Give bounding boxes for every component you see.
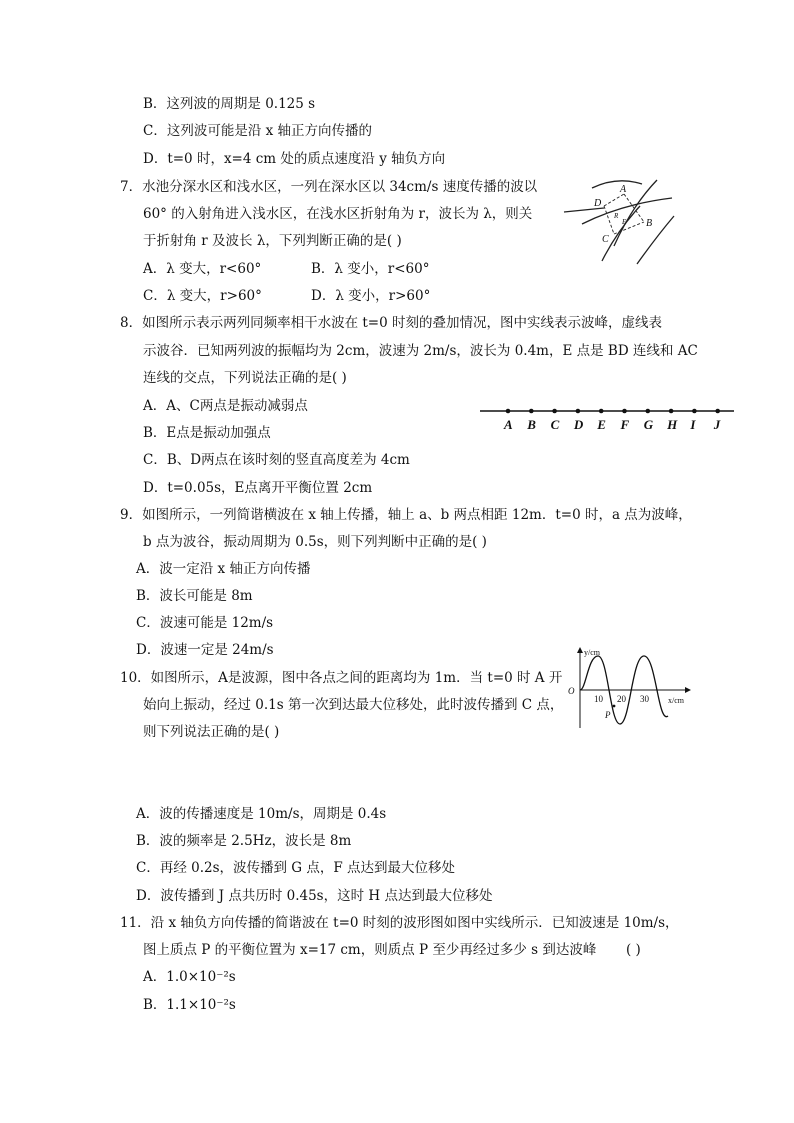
q11-option-b: B．1.1×10⁻²s [143,997,236,1013]
point-p-label: P [605,710,611,720]
q11-option-a: A．1.0×10⁻²s [143,969,236,985]
q7-stem-line3: 于折射角 r 及波长 λ，下列判断正确的是( ) [143,233,402,249]
q10-stem-line2: 始向上振动，经过 0.1s 第一次到达最大位移处，此时波传播到 C 点， [143,697,564,713]
dashed-ray-dc [604,206,614,234]
origin-label: O [568,686,575,696]
q10-option-a: A．波的传播速度是 10m/s，周期是 0.4s [136,806,387,822]
point-label: D [573,417,584,432]
point-dot [552,409,557,414]
q8-option-a: A．A、C两点是振动减弱点 [143,398,308,414]
point-p-dot [613,705,616,708]
point-label: F [620,417,630,432]
q10-stem-line3: 则下列说法正确的是( ) [143,724,280,740]
q7-option-a: A．λ 变大，r<60° [143,261,262,277]
point-label: E [597,417,606,432]
point-dot [646,409,651,414]
wave-graph-figure [564,646,694,730]
point-dot [529,409,534,414]
point-label: C [550,417,560,432]
x-axis-label: x/cm [668,696,684,705]
refraction-figure [562,176,692,266]
tick-10: 10 [594,694,603,704]
q11-stem-line1: 11．沿 x 轴负方向传播的简谐波在 t=0 时刻的波形图如图中实线所示．已知波速是 10m/s， [120,915,679,931]
q8-stem-line1: 8．如图所示表示两列同频率相干水波在 t=0 时刻的叠加情况，图中实线表示波峰，虚线表 [120,315,662,331]
tick-30: 30 [640,694,649,704]
q9-stem-line1: 9．如图所示，一列简谐横波在 x 轴上传播，轴上 a、b 两点相距 12m．t=0 时，a 点为波峰， [120,507,692,523]
point-dot [622,409,627,414]
point-dot [692,409,697,414]
q9-option-c: C．波速可能是 12m/s [136,615,274,631]
label-c: C [602,234,609,245]
q9-option-b: B．波长可能是 8m [136,588,253,604]
point-dot [576,409,581,414]
q6-option-c: C．这列波可能是沿 x 轴正方向传播的 [143,123,373,139]
q7-option-b: B．λ 变小，r<60° [311,261,430,277]
q8-stem-line3: 连线的交点，下列说法正确的是( ) [143,370,347,386]
point-label: J [713,417,721,432]
label-d: D [594,198,602,209]
point-label: B [527,417,536,432]
q10-stem-line1: 10．如图所示，A是波源，图中各点之间的距离均为 1m．当 t=0 时 A 开 [120,670,563,686]
point-label: H [667,417,678,432]
q10-option-b: B．波的频率是 2.5Hz，波长是 8m [136,833,352,849]
q8-stem-line2: 示波谷．已知两列波的振幅均为 2cm，波速为 2m/s，波长为 0.4m，E 点是 BD 连线和 AC [143,343,698,359]
q9-stem-line2: b 点为波谷，振动周期为 0.5s，则下列判断中正确的是( ) [143,534,487,550]
q7-stem-line2: 60° 的入射角进入浅水区，在浅水区折射角为 r，波长为 λ，则关 [143,206,533,222]
label-b: B [646,218,653,229]
q10-option-d: D．波传播到 J 点共历时 0.45s，这时 H 点达到最大位移处 [136,888,493,904]
q6-option-d: D．t=0 时，x=4 cm 处的质点速度沿 y 轴负方向 [143,151,446,167]
point-dot [715,409,720,414]
point-dot [599,409,604,414]
wavefront-arc-1 [592,181,642,188]
q7-option-c: C．λ 变大，r>60° [143,288,262,304]
wavefront-arc-4 [637,216,674,264]
q8-option-d: D．t=0.05s，E点离开平衡位置 2cm [143,480,373,496]
q11-answer-bracket: ( ) [626,942,641,958]
q6-option-b: B．这列波的周期是 0.125 s [143,96,316,112]
q8-option-c: C．B、D两点在该时刻的竖直高度差为 4cm [143,452,410,468]
point-label: I [690,417,696,432]
q7-stem-line1: 7．水池分深水区和浅水区，一列在深水区以 34cm/s 速度传播的波以 [120,179,538,195]
q9-option-a: A．波一定沿 x 轴正方向传播 [136,561,311,577]
point-dot [506,409,511,414]
q9-option-d: D．波速一定是 24m/s [136,642,274,658]
q10-option-c: C．再经 0.2s，波传播到 G 点，F 点达到最大位移处 [136,860,456,876]
q7-option-d: D．λ 变小，r>60° [311,288,431,304]
point-dot [669,409,674,414]
q11-stem-line2: 图上质点 P 的平衡位置为 x=17 cm，则质点 P 至少再经过多少 s 到达波峰 [143,942,597,958]
point-label: G [643,417,654,432]
y-axis-label: y/cm [584,648,600,657]
label-e: E [622,218,627,226]
label-a: A [620,184,627,195]
tick-20: 20 [617,694,626,704]
q8-option-b: B．E点是振动加强点 [143,425,271,441]
dashed-ray-da [604,194,624,206]
point-label: A [504,417,513,432]
label-r: R [614,212,619,220]
points-line-figure [480,403,734,433]
